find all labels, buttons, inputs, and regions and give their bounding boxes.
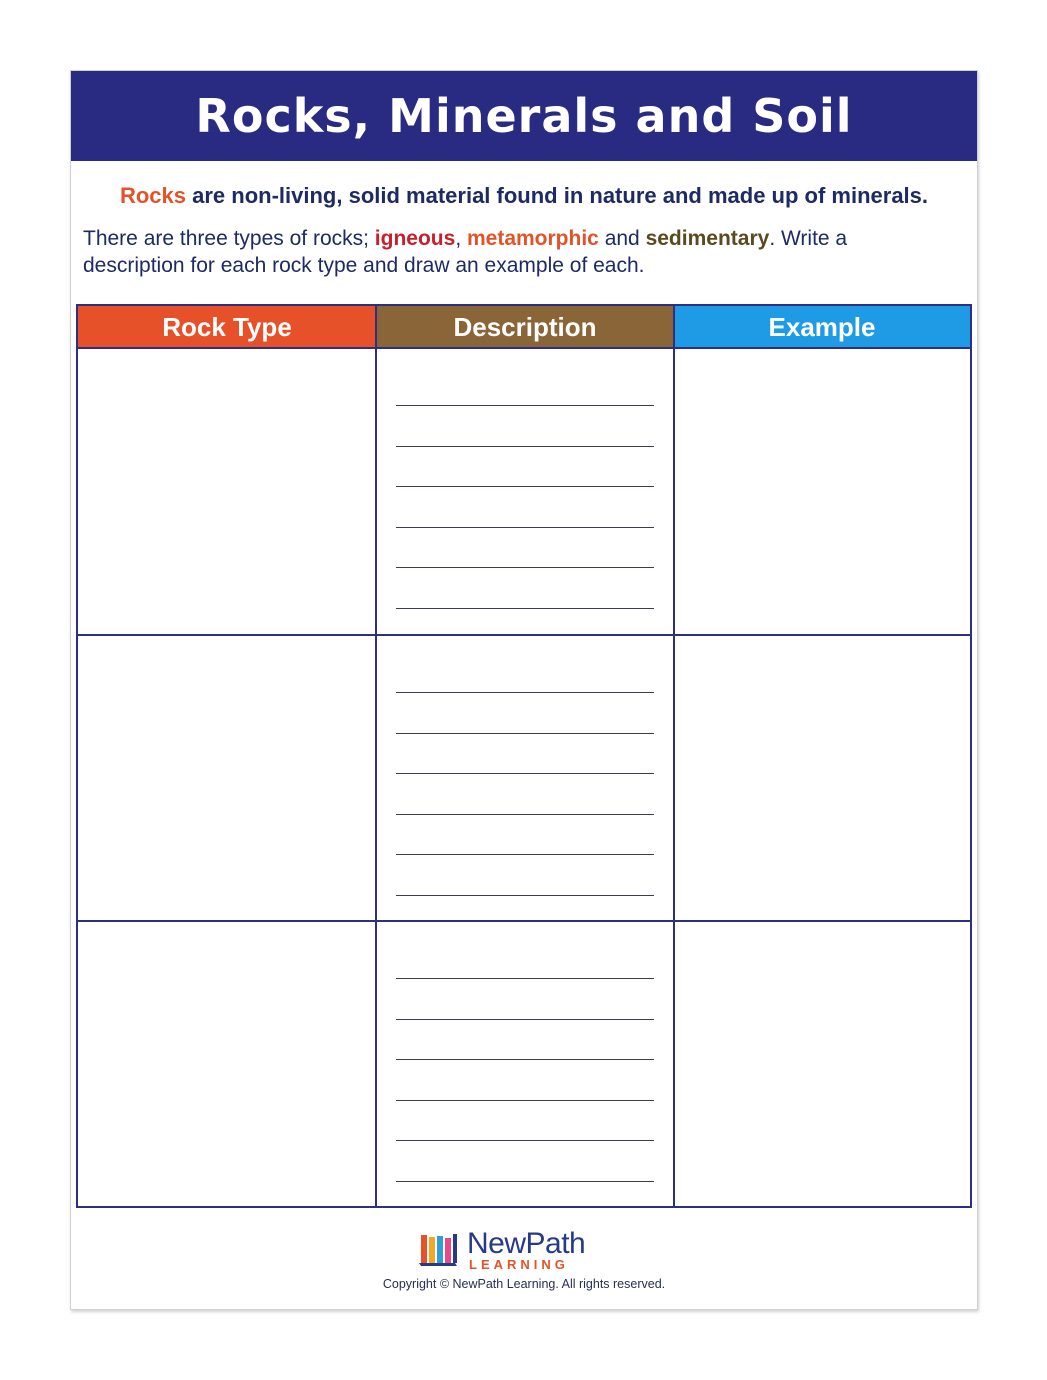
rock-type-igneous: igneous [374,227,456,250]
description-writing-line[interactable] [396,692,654,693]
description-writing-line[interactable] [396,895,654,896]
description-writing-line[interactable] [396,446,654,447]
rock-type-cell-3[interactable] [78,922,375,1206]
description-writing-line[interactable] [396,1019,654,1020]
example-cell-1[interactable] [675,349,970,634]
intro-keyword-rocks: Rocks [119,183,187,208]
description-writing-line[interactable] [396,567,654,568]
description-writing-line[interactable] [396,1181,654,1182]
description-writing-line[interactable] [396,486,654,487]
description-writing-line[interactable] [396,978,654,979]
description-writing-line[interactable] [396,854,654,855]
description-writing-line[interactable] [396,1140,654,1141]
description-writing-line[interactable] [396,1100,654,1101]
description-writing-line[interactable] [396,405,654,406]
description-writing-line[interactable] [396,608,654,609]
copyright-notice: Copyright © NewPath Learning. All rights reserved. [382,1277,666,1291]
rock-table [76,304,972,1208]
description-writing-line[interactable] [396,733,654,734]
instructions-tail: . Write a description for each rock type and draw an example of each. [83,227,848,277]
rock-type-cell-2[interactable] [78,636,375,920]
intro-definition-text: are non-living, solid material found in nature and made up of minerals. [186,183,929,208]
logo-subtitle: LEARNING [469,1257,569,1272]
description-writing-line[interactable] [396,1059,654,1060]
description-writing-line[interactable] [396,527,654,528]
intro-instructions [83,225,943,279]
title-banner [71,71,977,161]
instructions-lead: There are three types of rocks; [83,227,375,250]
rock-type-sedimentary: sedimentary [645,227,770,250]
description-writing-line[interactable] [396,814,654,815]
header-rock-type: Rock Type [78,306,376,348]
intro-definition [71,183,977,209]
page-title: Rocks, Minerals and Soil [195,89,853,143]
instructions-and: and [598,227,646,250]
header-description: Description [376,306,674,348]
logo-name: NewPath [467,1227,586,1260]
book-icon [419,1231,459,1267]
header-example: Example [674,306,970,348]
rock-type-cell-1[interactable] [78,349,375,634]
instructions-comma: , [455,227,467,250]
example-cell-3[interactable] [675,922,970,1206]
column-divider [375,306,377,1206]
example-cell-2[interactable] [675,636,970,920]
newpath-logo [419,1227,609,1272]
worksheet [70,70,978,1310]
description-writing-line[interactable] [396,773,654,774]
rock-type-metamorphic: metamorphic [466,227,599,250]
